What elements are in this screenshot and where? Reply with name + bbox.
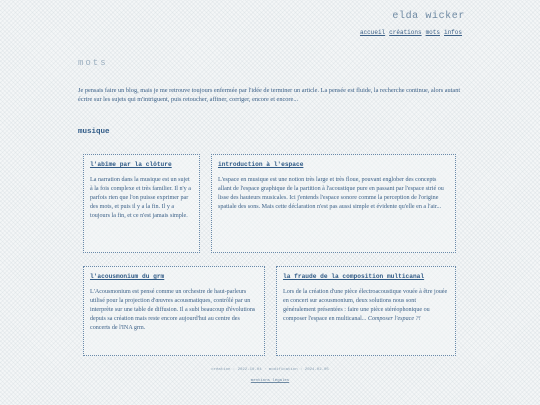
- site-title[interactable]: elda wicker: [392, 11, 465, 22]
- category-heading: musique: [78, 128, 110, 136]
- article-card-espace[interactable]: [211, 154, 456, 253]
- nav-accueil[interactable]: accueil: [359, 29, 386, 36]
- article-excerpt: La narration dans la musique est un sujet à la fois complexe et très familier. Il n'y a parfois rien que l'on puisse exprimer par des mots, et puis il y a la fin. Il y a toujours la fin, et ce n'est jamais simple.: [90, 177, 191, 219]
- article-excerpt: L'espace en musique est une notion très large et très floue, pouvant englober des concepts allant de l'espace graphique de la partition à l'acoustique pure en passant par l'espace strié ou lisse des hauteurs musicales. Ici j'entends l'espace sonore comme la perception de l'origine spatiale des sons. Mais cette déclaration n'est pas aussi simple et évidente qu'elle en a l'air...: [218, 177, 444, 210]
- article-title[interactable]: introduction à l'espace: [218, 161, 304, 168]
- page-title: mots: [78, 58, 108, 68]
- article-title[interactable]: l'abîme par la clôture: [90, 161, 172, 168]
- intro-text: Je pensais faire un blog, mais je me retrouve toujours enfermée par l'idée de terminer un article. La pensée est fluide, la recherche continue, alors autant écrire sur les sujets qui m'intriguent, puis retoucher, affiner, corriger, encore et encore...: [78, 87, 461, 104]
- article-excerpt-emphasis: Composer l'espace ?!: [367, 315, 421, 322]
- article-card-fraude[interactable]: [276, 266, 456, 356]
- footer-dates: création : 2022-10-04 · modification : 2024-02-05: [211, 368, 329, 372]
- nav-mots[interactable]: mots: [425, 29, 440, 36]
- article-title[interactable]: l'acousmonium du grm: [90, 273, 165, 280]
- article-card-acousmonium[interactable]: [83, 266, 265, 356]
- nav-infos[interactable]: infos: [443, 29, 462, 36]
- legal-link[interactable]: mentions légales: [250, 379, 290, 383]
- article-excerpt-text: Lors de la création d'une pièce électroacoustique vouée à être jouée en concert sur acousmonium, deux solutions nous sont généralement présentées : faire une pièce stéréophonique ou composer l'espace en multicanal...: [283, 289, 448, 322]
- article-excerpt: L'Acousmonium est pensé comme un orchestre de haut-parleurs utilisé pour la projection d'œuvres acousmatiques, contrôlé par un interprète sur une table de diffusion. Il a subi beaucoup d'évolutions depuis sa création mais reste encore aujourd'hui au centre des concerts de l'INA grm.: [90, 289, 256, 331]
- article-card-abime[interactable]: [83, 154, 200, 253]
- article-excerpt: [283, 288, 449, 324]
- article-title[interactable]: la fraude de la composition multicanal: [283, 273, 425, 280]
- nav-creations[interactable]: créations: [389, 29, 422, 36]
- footer: [0, 379, 540, 383]
- main-nav: [360, 29, 462, 36]
